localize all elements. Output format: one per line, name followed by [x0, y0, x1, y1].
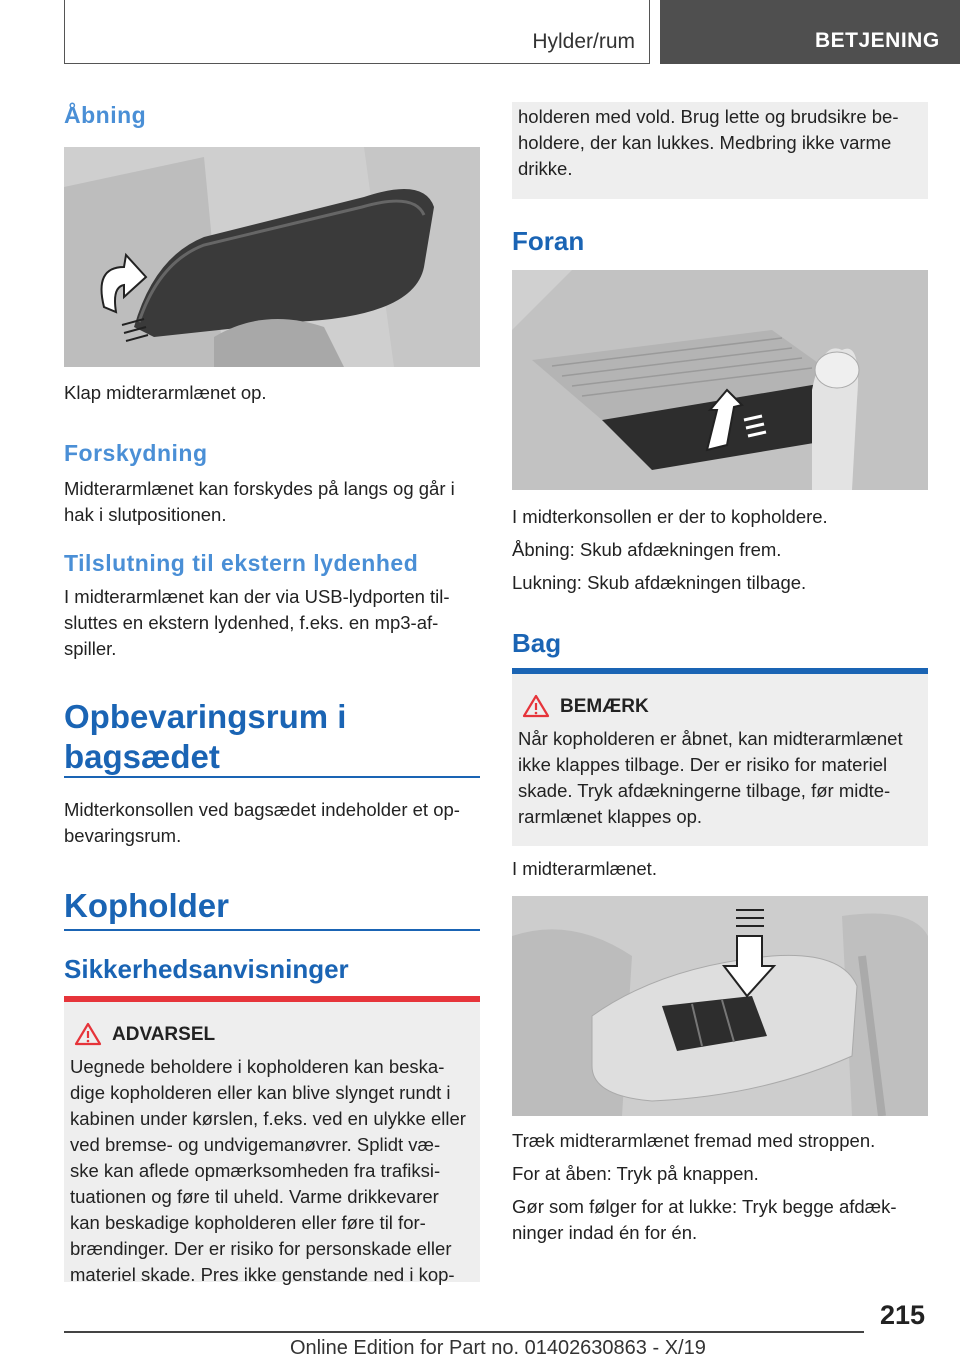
opening-caption: Klap midterarmlænet op. — [64, 382, 267, 403]
header-section-title: Hylder/rum — [532, 30, 635, 53]
front-text: I midterkonsollen er der to kopholdere. Åbning: Skub afdækningen frem. Lukning: Skub afdækningen tilbage. — [512, 506, 828, 593]
warning-text: Uegnede beholdere i kopholderen kan beska- dige kopholderen eller kan blive slynget rundt i kabinen under kørslen, f.eks. ved en ulykke eller ved bremse- og undvigemanøvrer. Splidt væ- ske kan aflede opmærksomheden fra trafiksi- tuationen og føre til uheld. Varme drikkevarer kan beskadige kopholderen eller føre til for- brændinger. Der er risiko for personskade eller materiel skade. Pres ikke genstande ned i kop- — [70, 1056, 466, 1285]
front-cupholder-photo — [512, 270, 928, 490]
heading-shift: Forskydning — [64, 440, 208, 466]
shift-text: Midterarmlænet kan forskydes på langs og går i hak i slutpositionen. — [64, 478, 455, 525]
heading-underline — [64, 929, 480, 931]
footer-edition: Online Edition for Part no. 01402630863 - X/19 — [290, 1337, 706, 1359]
heading-opening: Åbning — [64, 102, 147, 128]
notice-box — [512, 674, 928, 846]
warning-triangle-icon — [74, 1022, 106, 1048]
heading-underline — [64, 776, 480, 778]
heading-audio: Tilslutning til ekstern lydenhed — [64, 550, 419, 576]
page-number: 215 — [880, 1300, 926, 1330]
running-header-section — [64, 0, 650, 64]
header-chapter-title: BETJENING — [815, 29, 940, 52]
warning-box — [64, 1002, 480, 1285]
rear-armrest-photo — [512, 896, 928, 1116]
rear-caption: I midterarmlænet. — [512, 858, 657, 879]
heading-cupholder: Kopholder — [64, 887, 229, 924]
notice-text: Når kopholderen er åbnet, kan midterarmlænet ikke klappes tilbage. Der er risiko for materiel skade. Tryk afdækningerne tilbage, før midte- rarmlænet klappes op. — [518, 728, 903, 827]
heading-storage: Opbevaringsrum i bagsædet — [64, 698, 347, 775]
warning-box-continued — [512, 102, 928, 199]
audio-text: I midterarmlænet kan der via USB-lydporten til- sluttes en ekstern lydenhed, f.eks. en mp3-af- spiller. — [64, 586, 450, 659]
running-header-chapter — [660, 0, 960, 64]
footer-divider — [64, 1331, 864, 1333]
warning-title: ADVARSEL — [112, 1024, 216, 1045]
armrest-open-photo — [64, 147, 480, 367]
warning-continued-text: holderen med vold. Brug lette og brudsikre be- holdere, der kan lukkes. Medbring ikke varme drikke. — [518, 106, 899, 179]
rear-text: Træk midterarmlænet fremad med stroppen. For at åben: Tryk på knappen. Gør som følger for at lukke: Tryk begge afdæk- ninger indad én for én. — [512, 1130, 897, 1243]
notice-triangle-icon — [522, 694, 554, 720]
heading-safety: Sikkerhedsanvisninger — [64, 954, 349, 984]
notice-title: BEMÆRK — [560, 696, 649, 717]
heading-front: Foran — [512, 226, 585, 256]
heading-rear: Bag — [512, 628, 562, 658]
storage-text: Midterkonsollen ved bagsædet indeholder et op- bevaringsrum. — [64, 799, 460, 846]
